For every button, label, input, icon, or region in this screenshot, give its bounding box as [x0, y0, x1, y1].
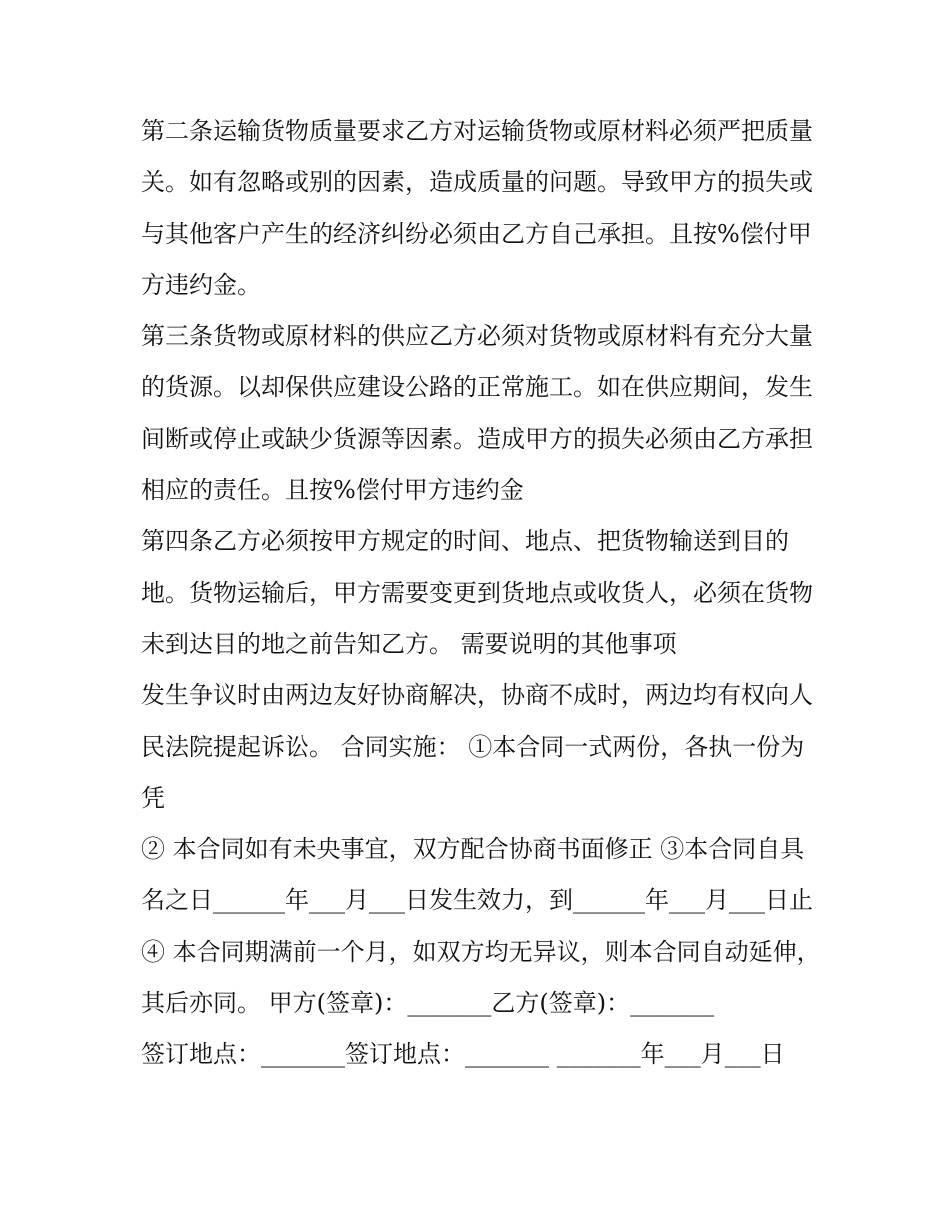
amendment-and-effect: ② 本合同如有未央事宜，双方配合协商书面修正 ③本合同自具名之日______年___月___日发生效力，到______年___月___日止 [141, 835, 813, 915]
contract-body [141, 106, 821, 1081]
signing-place-and-date: 签订地点：_______签订地点：_______ _______年___月___日 [141, 1040, 785, 1069]
renewal-and-signatures: ④ 本合同期满前一个月，如双方均无异议，则本合同自动延伸，其后亦同。 甲方(签章)：_______乙方(签章)：_______ [141, 937, 821, 1018]
clause-2-quality: 第二条运输货物质量要求乙方对运输货物或原材料必须严把质量关。如有忽略或别的因素，造成质量的问题。导致甲方的损失或与其他客户产生的经济纠纷必须由乙方自己承担。且按%偿付甲方违约金。 [141, 117, 813, 299]
dispute-resolution: 发生争议时由两边友好协商解决，协商不成时，两边均有权向人民法院提起诉讼。 合同实施： ①本合同一式两份，各执一份为凭 [141, 681, 813, 812]
clause-3-supply: 第三条货物或原材料的供应乙方必须对货物或原材料有充分大量的货源。以却保供应建设公路的正常施工。如在供应期间，发生间断或停止或缺少货源等因素。造成甲方的损失必须由乙方承担相应的责任。且按%偿付甲方违约金 [141, 322, 813, 505]
clause-4-delivery: 第四条乙方必须按甲方规定的时间、地点、把货物输送到目的地。货物运输后，甲方需要变更到货地点或收货人，必须在货物未到达目的地之前告知乙方。 需要说明的其他事项 [141, 527, 813, 658]
